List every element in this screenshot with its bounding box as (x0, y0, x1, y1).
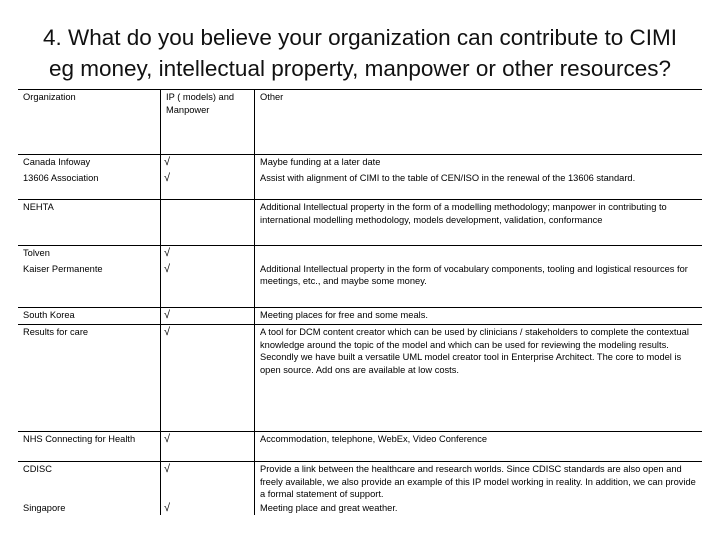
table-row (18, 462, 702, 501)
row-other: Meeting places for free and some meals. (255, 308, 703, 325)
row-other: Meeting place and great weather. (260, 502, 398, 513)
row-other: Provide a link between the healthcare and research worlds. Since CDISC standards are also open and freely available, we also provide an example of this IP model working in reality. In addition, we can provide a formal statement of support. (260, 464, 696, 500)
row-ip-check: √ (161, 462, 255, 501)
row-ip-check (161, 200, 255, 246)
row-organization: 13606 Association (18, 171, 161, 200)
table-row (18, 200, 702, 246)
table-row (18, 246, 702, 262)
header-organization: Organization (18, 90, 161, 155)
slide-title (0, 22, 720, 84)
row-ip-check: √ (161, 262, 255, 308)
row-ip-check: √ (161, 432, 255, 462)
row-organization: CDISC (18, 462, 161, 501)
row-ip-check: √ (161, 155, 255, 171)
table-header-row (18, 90, 702, 155)
row-other: Maybe funding at a later date (260, 157, 381, 167)
header-other: Other (255, 90, 703, 155)
row-organization: NEHTA (18, 200, 161, 246)
row-organization: Kaiser Permanente (18, 262, 161, 308)
row-ip-check: √ (161, 308, 255, 325)
slide-title-line-2: eg money, intellectual property, manpower or other resources? (49, 56, 671, 81)
row-other (255, 325, 703, 432)
row-ip-check: √ (161, 501, 255, 515)
row-other-paragraph-2: Secondly we have built a versatile UML model creator tool in Enterprise Architect. The core to model is open source. Add ons are available at low costs. (260, 352, 682, 375)
row-organization: Canada Infoway (18, 155, 161, 171)
table-row (18, 308, 702, 325)
row-organization: Tolven (18, 246, 161, 262)
row-organization: Singapore (18, 501, 161, 515)
row-ip-check: √ (161, 246, 255, 262)
row-other: Accommodation, telephone, WebEx, Video Conference (255, 432, 703, 462)
row-other-paragraph-1: A tool for DCM content creator which can be used by clinicians / stakeholders to complete the contextual knowledge around the topic of the model and which can be used for reviewing the modeling results. (260, 327, 689, 350)
table-row (18, 155, 702, 171)
table-row (18, 501, 702, 515)
row-ip-check: √ (161, 171, 255, 200)
contributions-table (18, 89, 702, 515)
slide-title-line-1: 4. What do you believe your organization can contribute to CIMI (42, 25, 678, 50)
row-other: Additional Intellectual property in the form of a modelling methodology; manpower in contributing to international modelling methodology, models development, validation, conformance (255, 200, 703, 246)
header-ip-manpower: IP ( models) and Manpower (161, 90, 255, 155)
row-organization: NHS Connecting for Health (18, 432, 161, 462)
table-row (18, 325, 702, 432)
table-row (18, 262, 702, 308)
row-organization: South Korea (18, 308, 161, 325)
row-organization: Results for care (18, 325, 161, 432)
table-row (18, 171, 702, 200)
row-other: Assist with alignment of CIMI to the table of CEN/ISO in the renewal of the 13606 standard. (255, 171, 703, 200)
row-other: Additional Intellectual property in the form of vocabulary components, tooling and logistical resources for meetings, etc., and maybe some money. (255, 262, 703, 308)
row-other (255, 246, 703, 262)
table-row (18, 432, 702, 462)
row-ip-check: √ (161, 325, 255, 432)
